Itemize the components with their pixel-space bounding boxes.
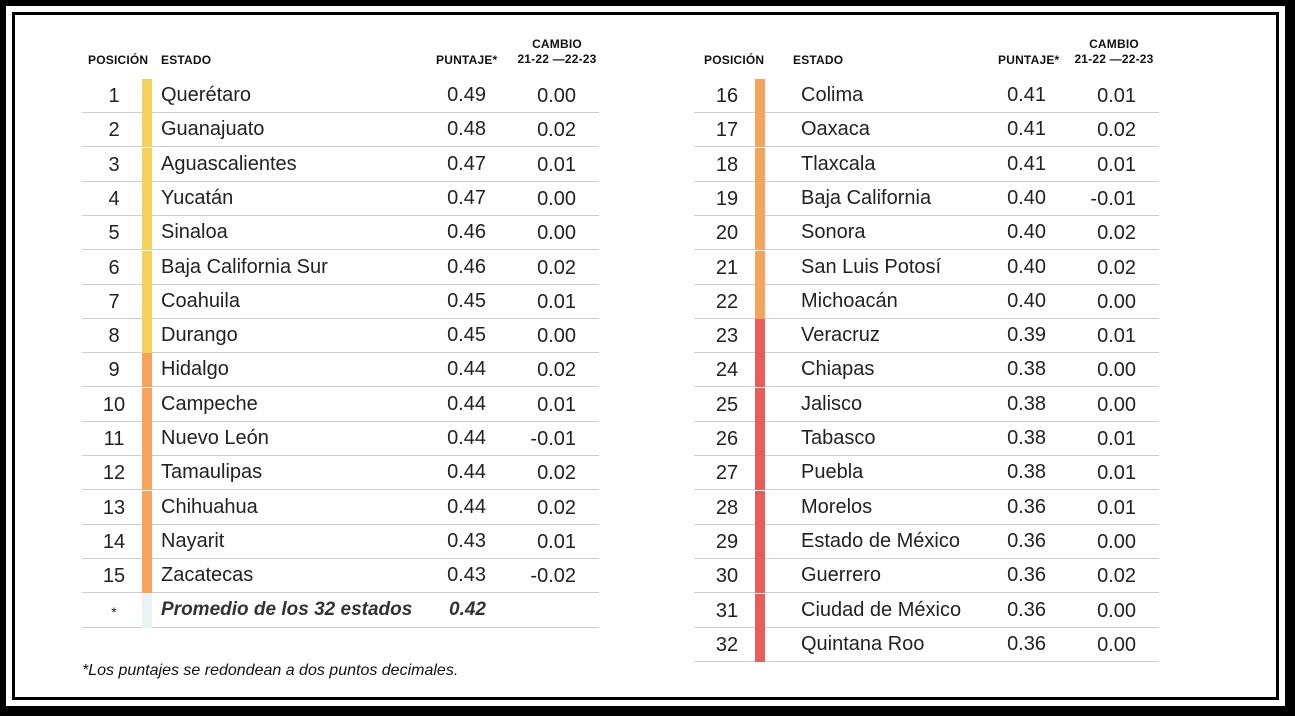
change-cell: 0.01 xyxy=(537,393,576,416)
score-cell: 0.40 xyxy=(1007,255,1046,278)
change-cell: 0.02 xyxy=(537,256,576,279)
state-cell: Baja California Sur xyxy=(161,255,328,278)
state-cell: Ciudad de México xyxy=(801,598,962,621)
score-cell: 0.40 xyxy=(1007,221,1046,244)
state-cell: Nayarit xyxy=(161,529,225,552)
tier-bar xyxy=(755,251,765,285)
change-cell: 0.02 xyxy=(1097,565,1136,588)
table-row xyxy=(0,148,1295,182)
state-cell: Estado de México xyxy=(801,529,960,552)
score-cell: 0.38 xyxy=(1007,461,1046,484)
state-cell: Guanajuato xyxy=(161,118,265,141)
position-cell: 26 xyxy=(715,428,739,450)
position-cell: 22 xyxy=(715,290,739,313)
tier-bar xyxy=(755,182,765,216)
position-cell: 31 xyxy=(715,599,739,622)
score-cell: 0.36 xyxy=(1007,495,1046,518)
position-cell: 28 xyxy=(715,496,739,519)
position-cell: 32 xyxy=(715,633,739,656)
score-cell: 0.44 xyxy=(447,358,486,381)
position-cell: 21 xyxy=(715,256,739,279)
state-cell: Morelos xyxy=(801,495,873,518)
score-cell: 0.40 xyxy=(1007,186,1046,209)
tier-bar xyxy=(755,216,765,250)
state-cell: Coahuila xyxy=(161,289,240,312)
score-cell: 0.43 xyxy=(447,529,486,552)
table-row xyxy=(0,559,1295,593)
state-cell: Michoacán xyxy=(801,289,898,312)
score-cell: 0.40 xyxy=(1007,289,1046,312)
change-cell: 0.02 xyxy=(537,359,576,382)
tier-bar xyxy=(755,285,765,319)
score-cell: 0.43 xyxy=(447,564,486,587)
position-cell: 10 xyxy=(102,393,126,416)
change-cell: 0.01 xyxy=(1097,153,1136,176)
state-cell: Zacatecas xyxy=(161,564,254,587)
tier-bar xyxy=(755,559,765,593)
change-cell: 0.00 xyxy=(1097,393,1136,416)
table-row xyxy=(0,422,1295,456)
position-cell: 17 xyxy=(715,119,739,142)
change-cell: 0.01 xyxy=(1097,428,1136,450)
position-cell: 9 xyxy=(108,359,120,382)
change-cell: 0.00 xyxy=(537,85,576,107)
state-cell: Puebla xyxy=(801,461,864,484)
change-cell: 0.00 xyxy=(1097,633,1136,656)
tier-bar xyxy=(755,422,765,456)
change-cell: 0.00 xyxy=(537,222,576,245)
state-cell: San Luis Potosí xyxy=(801,255,942,278)
position-cell: 29 xyxy=(715,530,739,553)
change-cell: 0.00 xyxy=(537,325,576,348)
position-cell: 4 xyxy=(108,187,120,210)
position-cell: 20 xyxy=(715,222,739,245)
state-cell: Yucatán xyxy=(161,186,234,209)
header-change xyxy=(515,37,599,67)
score-cell: 0.36 xyxy=(1007,632,1046,655)
score-cell: 0.36 xyxy=(1007,529,1046,552)
tier-bar xyxy=(755,456,765,490)
state-cell: Campeche xyxy=(161,392,258,415)
score-cell: 0.41 xyxy=(1007,84,1046,106)
header-score: PUNTAJE* xyxy=(998,53,1060,67)
score-cell: 0.36 xyxy=(1007,564,1046,587)
score-cell: 0.49 xyxy=(447,84,486,106)
change-cell: 0.01 xyxy=(1097,496,1136,519)
score-cell: 0.39 xyxy=(1007,324,1046,347)
table-row xyxy=(0,594,1295,628)
table-row xyxy=(0,353,1295,387)
tier-bar xyxy=(755,79,765,113)
position-cell: 3 xyxy=(108,153,120,176)
position-cell: 15 xyxy=(102,565,126,588)
tier-bar xyxy=(755,319,765,353)
score-cell: 0.38 xyxy=(1007,427,1046,449)
position-cell: 2 xyxy=(108,119,120,142)
header-change-title: CAMBIO xyxy=(532,37,582,51)
position-cell: 30 xyxy=(715,565,739,588)
score-cell: 0.44 xyxy=(447,427,486,449)
score-cell: 0.47 xyxy=(447,186,486,209)
score-cell: 0.38 xyxy=(1007,392,1046,415)
state-cell: Chiapas xyxy=(801,358,875,381)
table-row xyxy=(0,182,1295,216)
position-cell: 7 xyxy=(108,290,120,313)
change-cell: -0.01 xyxy=(530,428,576,450)
change-cell: 0.02 xyxy=(537,496,576,519)
state-cell: Nuevo León xyxy=(161,427,269,449)
table-row xyxy=(0,285,1295,319)
header-position: POSICIÓN xyxy=(704,53,765,67)
position-cell: 11 xyxy=(103,428,125,450)
position-cell: 23 xyxy=(715,325,739,348)
state-cell: Baja California xyxy=(801,186,932,209)
state-cell: Aguascalientes xyxy=(161,152,297,175)
tier-bar xyxy=(755,628,765,662)
change-cell: 0.01 xyxy=(537,153,576,176)
table-row xyxy=(0,113,1295,147)
score-cell: 0.46 xyxy=(447,255,486,278)
footnote: *Los puntajes se redondean a dos puntos decimales. xyxy=(82,662,459,679)
change-cell: 0.00 xyxy=(1097,599,1136,622)
table-row xyxy=(0,628,1295,662)
position-cell: * xyxy=(111,603,117,620)
position-cell: 19 xyxy=(715,187,739,210)
state-cell: Tlaxcala xyxy=(801,152,876,175)
change-cell: 0.01 xyxy=(537,290,576,313)
position-cell: 8 xyxy=(108,325,120,348)
change-cell: 0.02 xyxy=(1097,222,1136,245)
score-cell: 0.48 xyxy=(447,118,486,141)
state-cell: Querétaro xyxy=(161,84,252,106)
change-cell: 0.02 xyxy=(537,119,576,142)
tier-bar xyxy=(755,491,765,525)
header-state: ESTADO xyxy=(161,53,212,67)
change-cell: -0.02 xyxy=(530,565,576,588)
change-cell: 0.01 xyxy=(537,530,576,553)
position-cell: 6 xyxy=(108,256,120,279)
state-cell: Tabasco xyxy=(801,427,876,449)
state-cell: Oaxaca xyxy=(801,118,870,141)
state-cell: Chihuahua xyxy=(161,495,258,518)
state-cell: Colima xyxy=(801,84,864,106)
change-cell: 0.02 xyxy=(1097,119,1136,142)
state-cell: Durango xyxy=(161,324,238,347)
score-cell: 0.38 xyxy=(1007,358,1046,381)
state-cell: Promedio de los 32 estados xyxy=(161,598,413,620)
position-cell: 27 xyxy=(715,462,739,485)
table-row xyxy=(0,456,1295,490)
tier-bar xyxy=(755,353,765,387)
tier-bar xyxy=(755,388,765,422)
table-row xyxy=(0,79,1295,113)
header-position: POSICIÓN xyxy=(88,53,149,67)
position-cell: 1 xyxy=(108,85,120,107)
change-cell: 0.00 xyxy=(1097,530,1136,553)
change-cell: 0.00 xyxy=(1097,290,1136,313)
position-cell: 13 xyxy=(102,496,126,519)
score-cell: 0.44 xyxy=(447,461,486,484)
score-cell: 0.44 xyxy=(447,392,486,415)
state-cell: Sonora xyxy=(801,221,866,244)
header-change-title: CAMBIO xyxy=(1089,37,1139,51)
change-cell: 0.00 xyxy=(537,187,576,210)
table-row xyxy=(0,216,1295,250)
state-cell: Jalisco xyxy=(801,392,863,415)
state-cell: Sinaloa xyxy=(161,221,228,244)
change-cell: 0.01 xyxy=(1097,85,1136,107)
header-score: PUNTAJE* xyxy=(436,53,498,67)
score-cell: 0.45 xyxy=(447,289,486,312)
position-cell: 12 xyxy=(102,462,126,485)
score-cell: 0.41 xyxy=(1007,118,1046,141)
change-cell: 0.00 xyxy=(1097,359,1136,382)
position-cell: 16 xyxy=(715,85,739,107)
position-cell: 24 xyxy=(715,359,739,382)
score-cell: 0.44 xyxy=(447,495,486,518)
change-cell: 0.02 xyxy=(537,462,576,485)
score-cell: 0.41 xyxy=(1007,152,1046,175)
score-cell: 0.36 xyxy=(1007,598,1046,621)
position-cell: 14 xyxy=(102,530,126,553)
header-change-sub: 21-22 —22-23 xyxy=(517,52,597,66)
score-cell: 0.46 xyxy=(447,221,486,244)
score-cell: 0.42 xyxy=(449,598,486,620)
table-row xyxy=(0,525,1295,559)
change-cell: 0.01 xyxy=(1097,462,1136,485)
header-change xyxy=(1072,37,1156,67)
state-cell: Tamaulipas xyxy=(161,461,263,484)
table-row xyxy=(0,251,1295,285)
change-cell: 0.02 xyxy=(1097,256,1136,279)
position-cell: 18 xyxy=(715,153,739,176)
tier-bar xyxy=(755,594,765,628)
header-change-sub: 21-22 —22-23 xyxy=(1074,52,1154,66)
table-row xyxy=(0,491,1295,525)
table-row xyxy=(0,388,1295,422)
tier-bar xyxy=(755,525,765,559)
tier-bar xyxy=(755,113,765,147)
position-cell: 5 xyxy=(108,222,120,245)
state-cell: Guerrero xyxy=(801,564,882,587)
header-state: ESTADO xyxy=(793,53,844,67)
change-cell: 0.01 xyxy=(1097,325,1136,348)
state-cell: Quintana Roo xyxy=(801,632,925,655)
score-cell: 0.45 xyxy=(447,324,486,347)
table-row xyxy=(0,319,1295,353)
change-cell: -0.01 xyxy=(1090,187,1136,210)
score-cell: 0.47 xyxy=(447,152,486,175)
position-cell: 25 xyxy=(715,393,739,416)
state-cell: Veracruz xyxy=(801,324,880,347)
state-cell: Hidalgo xyxy=(161,358,229,381)
tier-bar xyxy=(755,148,765,182)
